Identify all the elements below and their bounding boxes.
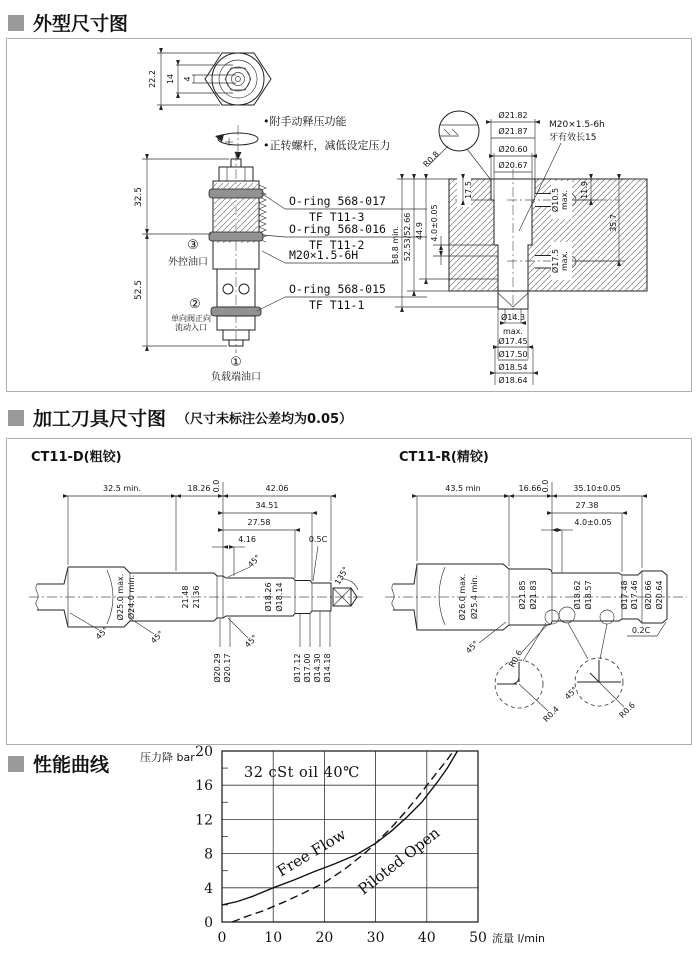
dia-label: Ø18.62	[573, 580, 582, 610]
series-label-free-flow: Free Flow	[273, 825, 350, 881]
dia-label: Ø14.30	[313, 653, 322, 683]
angle-label: 45°	[464, 639, 481, 656]
dim-label: 14	[166, 73, 175, 85]
dia-label: Ø17.48	[620, 580, 629, 610]
fillet-label: R0.6	[507, 648, 525, 669]
oring-label: O-ring 568-016	[289, 222, 386, 236]
dia-label: Ø14.18	[323, 653, 332, 683]
port-number: ①	[230, 355, 242, 370]
section-marker-icon	[8, 15, 24, 31]
section-title: 加工刀具尺寸图	[33, 408, 167, 430]
dim-label: 27.58	[247, 518, 271, 527]
dia-label: Ø25.4 min.	[470, 574, 479, 620]
dia-label: 21.48	[181, 585, 190, 609]
dia-label: 21.36	[192, 585, 201, 609]
dim-label: Ø18.54	[498, 363, 528, 372]
dia-label: Ø20.66	[644, 580, 653, 610]
dim-label: 22.2	[148, 70, 157, 88]
cavity-drawing	[391, 110, 647, 385]
x-tick-label: 0	[217, 930, 227, 946]
dim-label: max.	[560, 251, 569, 271]
dia-label: Ø18.14	[275, 582, 284, 612]
dia-label: Ø17.46	[630, 580, 639, 610]
x-axis-ticks	[218, 930, 487, 946]
dim-label: 35.10±0.05	[573, 484, 621, 493]
dia-label: Ø20.29	[213, 653, 222, 683]
section-marker-icon	[8, 410, 24, 426]
dim-label: 35.7	[609, 214, 618, 232]
dim-label: Ø18.64	[498, 376, 528, 385]
dia-label: Ø21.85	[518, 580, 527, 610]
radius-label: R0.6	[617, 700, 637, 720]
dim-label: 32.5 min.	[103, 484, 141, 493]
port-label: 负载端油口	[211, 372, 261, 383]
dim-label: 27.38	[575, 501, 599, 510]
dim-label: Ø17.45	[498, 337, 528, 346]
dia-label: Ø21.83	[529, 580, 538, 610]
dim-label: 58.8 min.	[391, 226, 400, 264]
radius-label: R0.8	[421, 149, 441, 169]
oring-cavity-label: TF T11-1	[309, 298, 365, 312]
dim-label: Ø21.82	[498, 111, 528, 120]
tool-title-ct11r: CT11-R(精铰)	[399, 450, 489, 465]
dim-label: max.	[560, 190, 569, 210]
y-axis-title: 压力降 bar	[140, 751, 195, 764]
x-tick-label: 50	[469, 930, 487, 946]
dim-label: Ø21.87	[498, 127, 528, 136]
section-title: 性能曲线	[33, 754, 110, 776]
port-number: ③	[187, 238, 199, 253]
thread-label: M20×1.5-6H	[289, 248, 359, 262]
angle-label: 45°	[246, 553, 263, 570]
cavity-thread-label: M20×1.5-6h	[549, 120, 605, 130]
rotation-symbol-icon	[215, 125, 258, 160]
tool-drawings	[7, 439, 690, 742]
angle-label: 45°	[563, 685, 580, 702]
x-tick-label: 30	[366, 930, 385, 946]
tool-drawing-panel	[6, 438, 692, 745]
feature-note: •正转螺杆，减低设定压力	[263, 139, 391, 152]
feature-note: •附手动释压功能	[263, 115, 347, 128]
dia-label: Ø20.64	[655, 580, 664, 610]
dia-label: Ø25.0 max.	[116, 573, 125, 621]
dia-label: Ø18.26	[264, 582, 273, 612]
ct11r-drawing	[385, 480, 687, 724]
port-label: 流动入口	[175, 323, 207, 332]
top-view-drawing	[148, 53, 271, 105]
dia-label: Ø18.57	[584, 580, 593, 610]
oring-cavity-label: TF T11-2	[309, 238, 365, 252]
dim-label: Ø20.67	[498, 161, 528, 170]
y-tick-label: 4	[204, 880, 213, 897]
chart-condition-label: 32 cSt oil 40℃	[244, 765, 360, 781]
datum-label: 0.0	[212, 479, 221, 493]
dim-label: 32.5	[134, 186, 144, 208]
y-tick-label: 20	[195, 745, 213, 760]
dim-label: Ø20.60	[498, 145, 528, 154]
dim-label: 11.9	[580, 181, 589, 199]
y-tick-label: 12	[195, 812, 213, 829]
angle-label: 45°	[243, 633, 260, 650]
dia-label: Ø17.00	[303, 653, 312, 683]
dia-label: Ø20.17	[223, 653, 232, 683]
x-tick-label: 10	[264, 930, 283, 946]
section-header-outline	[8, 9, 128, 36]
y-tick-label: 0	[204, 915, 213, 931]
dim-label: 18.26	[187, 484, 211, 493]
radius-label: R0.4	[541, 704, 561, 724]
tolerance-note: （尺寸未标注公差均为0.05）	[177, 412, 353, 427]
y-axis-ticks	[195, 745, 213, 931]
cavity-thread-length: 牙有效长15	[549, 133, 597, 143]
section-title: 外型尺寸图	[33, 13, 129, 35]
dim-label: 42.06	[265, 484, 289, 493]
dim-label: 16.66	[518, 484, 542, 493]
dia-label: Ø26.0 max.	[458, 573, 467, 621]
port-number: ②	[189, 297, 201, 312]
angle-label: 135°	[333, 565, 351, 587]
dim-label: 52.53/52.66	[403, 212, 412, 262]
dim-label: Ø14.3	[500, 313, 526, 322]
dim-label: 43.5 min	[445, 484, 481, 493]
x-tick-label: 20	[315, 930, 334, 946]
oring-annotations	[257, 193, 427, 312]
oring-cavity-label: TF T11-3	[309, 210, 365, 224]
dim-label: 4.0±0.05	[574, 518, 612, 527]
dia-label: Ø24.0 min.	[127, 574, 136, 620]
dim-label: 4.0±0.05	[430, 204, 439, 242]
x-axis-title: 流量 l/min	[492, 932, 546, 945]
feature-notes	[263, 114, 391, 152]
outline-drawing-panel	[6, 38, 692, 392]
datum-label: 0.0	[541, 479, 550, 493]
port-label: 外控油口	[168, 257, 208, 268]
chamfer-label: 0.5C	[308, 535, 328, 544]
angle-label: 45°	[149, 629, 166, 646]
dim-label: 52.5	[134, 279, 144, 301]
oring-label: O-ring 568-015	[289, 282, 386, 296]
dim-label: 34.51	[255, 501, 279, 510]
tool-title-ct11d: CT11-D(粗铰)	[31, 450, 122, 465]
dim-label: Ø10.5	[551, 187, 560, 213]
cartridge-drawing	[209, 151, 266, 353]
y-tick-label: 8	[204, 846, 213, 863]
dim-label: max.	[503, 327, 523, 336]
dim-label: Ø17.50	[498, 350, 528, 359]
port-label: 单向阀正向	[171, 314, 211, 323]
dim-label: 17.5	[464, 181, 473, 199]
x-tick-label: 40	[417, 930, 436, 946]
oring-label: O-ring 568-017	[289, 194, 386, 208]
dim-label: 44.9	[415, 222, 424, 240]
chamfer-label: 0.2C	[631, 626, 651, 635]
performance-chart	[6, 745, 692, 960]
ct11d-drawing	[29, 480, 363, 683]
section-header-tools	[8, 404, 352, 431]
dim-label: 4.16	[238, 535, 256, 544]
dim-label: Ø17.5	[551, 248, 560, 274]
series-label-piloted-open: Piloted Open	[354, 823, 444, 899]
dia-label: Ø17.12	[293, 653, 302, 683]
dim-label: 4	[183, 76, 192, 82]
angle-label: 45°	[94, 625, 111, 642]
y-tick-label: 16	[195, 778, 213, 795]
outline-drawing	[7, 39, 690, 389]
